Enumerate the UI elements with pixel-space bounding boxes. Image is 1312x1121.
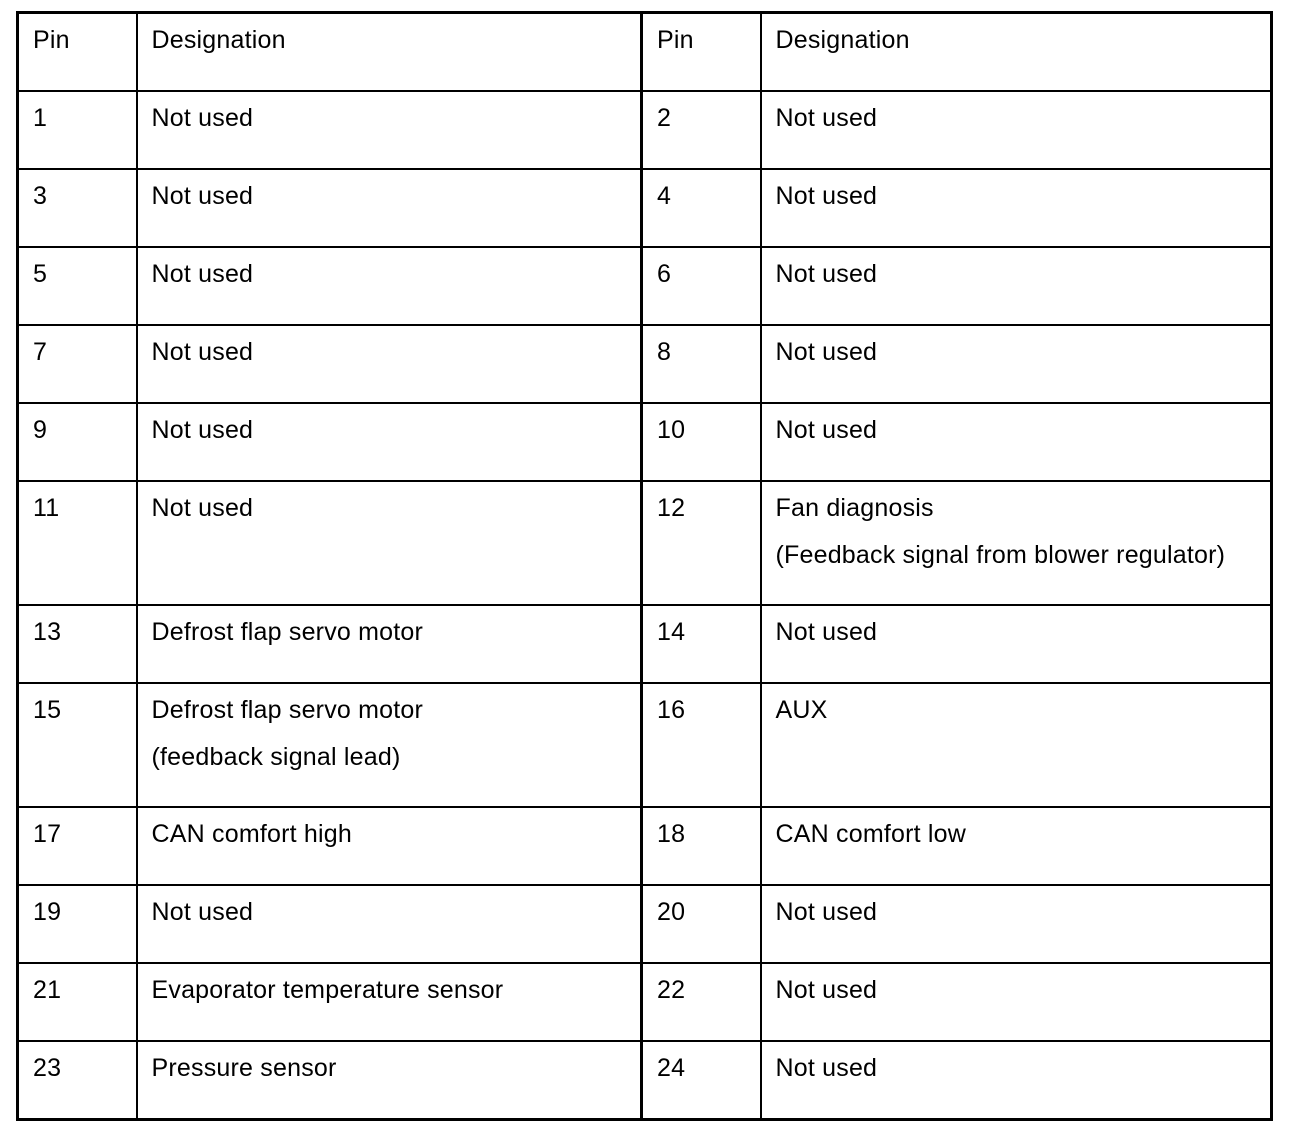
- header-designation-left-label: Designation: [151, 26, 286, 54]
- table-row: [18, 807, 1272, 885]
- designation-line: (feedback signal lead): [151, 743, 401, 771]
- designation-text: [776, 485, 1257, 579]
- pin-number: 7: [33, 338, 48, 366]
- table-row: [18, 885, 1272, 963]
- designation-cell-left: [137, 481, 642, 605]
- designation-cell-right: [761, 325, 1272, 403]
- header-designation-left: [137, 13, 642, 92]
- pin-number-cell-right: [642, 605, 761, 683]
- designation-text: [152, 609, 627, 656]
- pin-number-cell-right: [642, 885, 761, 963]
- designation-cell-left: [137, 683, 642, 807]
- header-pin-right-label: Pin: [657, 26, 694, 54]
- pin-number: 10: [657, 416, 686, 444]
- pin-number: 4: [657, 182, 672, 210]
- designation-line: Not used: [775, 338, 878, 366]
- pin-number: 11: [33, 494, 60, 522]
- header-pin-left: [18, 13, 137, 92]
- pin-number: 16: [657, 696, 686, 724]
- designation-line: Not used: [775, 104, 878, 132]
- designation-cell-left: [137, 91, 642, 169]
- designation-text: [776, 889, 1257, 936]
- pin-number-cell-left: [18, 247, 137, 325]
- designation-text: [152, 889, 627, 936]
- designation-line: AUX: [775, 696, 828, 724]
- designation-line: (Feedback signal from blower regulator): [775, 541, 1226, 569]
- designation-text: [776, 407, 1257, 454]
- designation-text: [152, 687, 627, 781]
- pin-number-cell-left: [18, 481, 137, 605]
- pin-number-cell-left: [18, 963, 137, 1041]
- designation-line: Defrost flap servo motor: [151, 696, 424, 724]
- designation-cell-right: [761, 885, 1272, 963]
- table-row: [18, 247, 1272, 325]
- pin-number-cell-right: [642, 169, 761, 247]
- designation-line: Not used: [151, 898, 254, 926]
- header-designation-right: [761, 13, 1272, 92]
- pin-number-cell-left: [18, 1041, 137, 1120]
- pin-number-cell-right: [642, 683, 761, 807]
- designation-line: Not used: [775, 898, 878, 926]
- designation-line: Fan diagnosis: [775, 494, 934, 522]
- designation-line: Not used: [775, 416, 878, 444]
- designation-line: Evaporator temperature sensor: [151, 976, 504, 1004]
- pin-number: 17: [33, 820, 62, 848]
- table-row: [18, 683, 1272, 807]
- pin-number: 2: [657, 104, 672, 132]
- designation-line: CAN comfort high: [151, 820, 352, 848]
- pin-number: 23: [33, 1054, 62, 1082]
- designation-cell-left: [137, 963, 642, 1041]
- pin-number-cell-right: [642, 963, 761, 1041]
- pin-number: 21: [33, 976, 62, 1004]
- designation-cell-right: [761, 403, 1272, 481]
- pin-number-cell-left: [18, 885, 137, 963]
- designation-line: Not used: [151, 338, 254, 366]
- designation-cell-right: [761, 1041, 1272, 1120]
- pin-number: 6: [657, 260, 672, 288]
- designation-text: [776, 329, 1257, 376]
- designation-cell-right: [761, 807, 1272, 885]
- table-body: [18, 13, 1272, 1120]
- pin-number: 9: [33, 416, 48, 444]
- designation-text: [776, 609, 1257, 656]
- designation-line: CAN comfort low: [775, 820, 967, 848]
- designation-text: [776, 173, 1257, 220]
- table-row: [18, 325, 1272, 403]
- pin-number-cell-right: [642, 1041, 761, 1120]
- designation-line: Not used: [775, 618, 878, 646]
- designation-line: Pressure sensor: [151, 1054, 337, 1082]
- pin-number: 22: [657, 976, 686, 1004]
- designation-text: [152, 1045, 627, 1092]
- header-designation-right-label: Designation: [775, 26, 910, 54]
- pin-number-cell-left: [18, 807, 137, 885]
- designation-cell-left: [137, 605, 642, 683]
- designation-cell-left: [137, 169, 642, 247]
- pin-assignment-table: [16, 11, 1273, 1121]
- pin-number: 13: [33, 618, 62, 646]
- table-row: [18, 963, 1272, 1041]
- pin-number: 12: [657, 494, 686, 522]
- designation-cell-right: [761, 683, 1272, 807]
- designation-cell-left: [137, 325, 642, 403]
- designation-text: [152, 485, 627, 532]
- pin-number: 15: [33, 696, 62, 724]
- table-row: [18, 481, 1272, 605]
- designation-text: [152, 329, 627, 376]
- pin-number-cell-right: [642, 403, 761, 481]
- designation-cell-left: [137, 1041, 642, 1120]
- table-row: [18, 403, 1272, 481]
- designation-text: [776, 967, 1257, 1014]
- designation-line: Not used: [775, 1054, 878, 1082]
- pin-number-cell-right: [642, 247, 761, 325]
- header-row: [18, 13, 1272, 92]
- table-row: [18, 91, 1272, 169]
- pin-number: 3: [33, 182, 48, 210]
- pin-number-cell-right: [642, 325, 761, 403]
- designation-text: [776, 95, 1257, 142]
- designation-text: [152, 173, 627, 220]
- designation-text: [776, 251, 1257, 298]
- designation-line: Not used: [151, 104, 254, 132]
- pin-number: 8: [657, 338, 672, 366]
- pin-number-cell-left: [18, 325, 137, 403]
- designation-line: Not used: [775, 260, 878, 288]
- pin-number: 14: [657, 618, 686, 646]
- designation-line: Not used: [775, 182, 878, 210]
- designation-text: [152, 251, 627, 298]
- pin-number-cell-right: [642, 91, 761, 169]
- designation-line: Not used: [151, 416, 254, 444]
- pin-number-cell-right: [642, 807, 761, 885]
- designation-line: Not used: [151, 494, 254, 522]
- designation-line: Defrost flap servo motor: [151, 618, 424, 646]
- pin-number: 5: [33, 260, 48, 288]
- designation-cell-left: [137, 403, 642, 481]
- table-row: [18, 1041, 1272, 1120]
- table-row: [18, 169, 1272, 247]
- designation-line: Not used: [151, 260, 254, 288]
- designation-cell-right: [761, 963, 1272, 1041]
- designation-cell-right: [761, 247, 1272, 325]
- designation-text: [152, 967, 627, 1014]
- designation-line: Not used: [775, 976, 878, 1004]
- designation-text: [152, 811, 627, 858]
- designation-line: Not used: [151, 182, 254, 210]
- pin-number-cell-left: [18, 683, 137, 807]
- pin-number-cell-left: [18, 605, 137, 683]
- designation-cell-left: [137, 807, 642, 885]
- designation-cell-left: [137, 247, 642, 325]
- designation-cell-right: [761, 169, 1272, 247]
- designation-text: [152, 95, 627, 142]
- pin-number-cell-left: [18, 91, 137, 169]
- designation-text: [776, 1045, 1257, 1092]
- designation-text: [776, 687, 1257, 734]
- pin-number: 24: [657, 1054, 686, 1082]
- pin-number: 19: [33, 898, 62, 926]
- designation-cell-right: [761, 91, 1272, 169]
- designation-cell-right: [761, 605, 1272, 683]
- pin-number: 20: [657, 898, 686, 926]
- designation-text: [776, 811, 1257, 858]
- table-row: [18, 605, 1272, 683]
- designation-text: [152, 407, 627, 454]
- pin-number-cell-left: [18, 169, 137, 247]
- pin-number-cell-left: [18, 403, 137, 481]
- designation-cell-right: [761, 481, 1272, 605]
- designation-cell-left: [137, 885, 642, 963]
- header-pin-left-label: Pin: [33, 26, 70, 54]
- pin-number-cell-right: [642, 481, 761, 605]
- header-pin-right: [642, 13, 761, 92]
- pin-number: 1: [33, 104, 48, 132]
- pin-number: 18: [657, 820, 686, 848]
